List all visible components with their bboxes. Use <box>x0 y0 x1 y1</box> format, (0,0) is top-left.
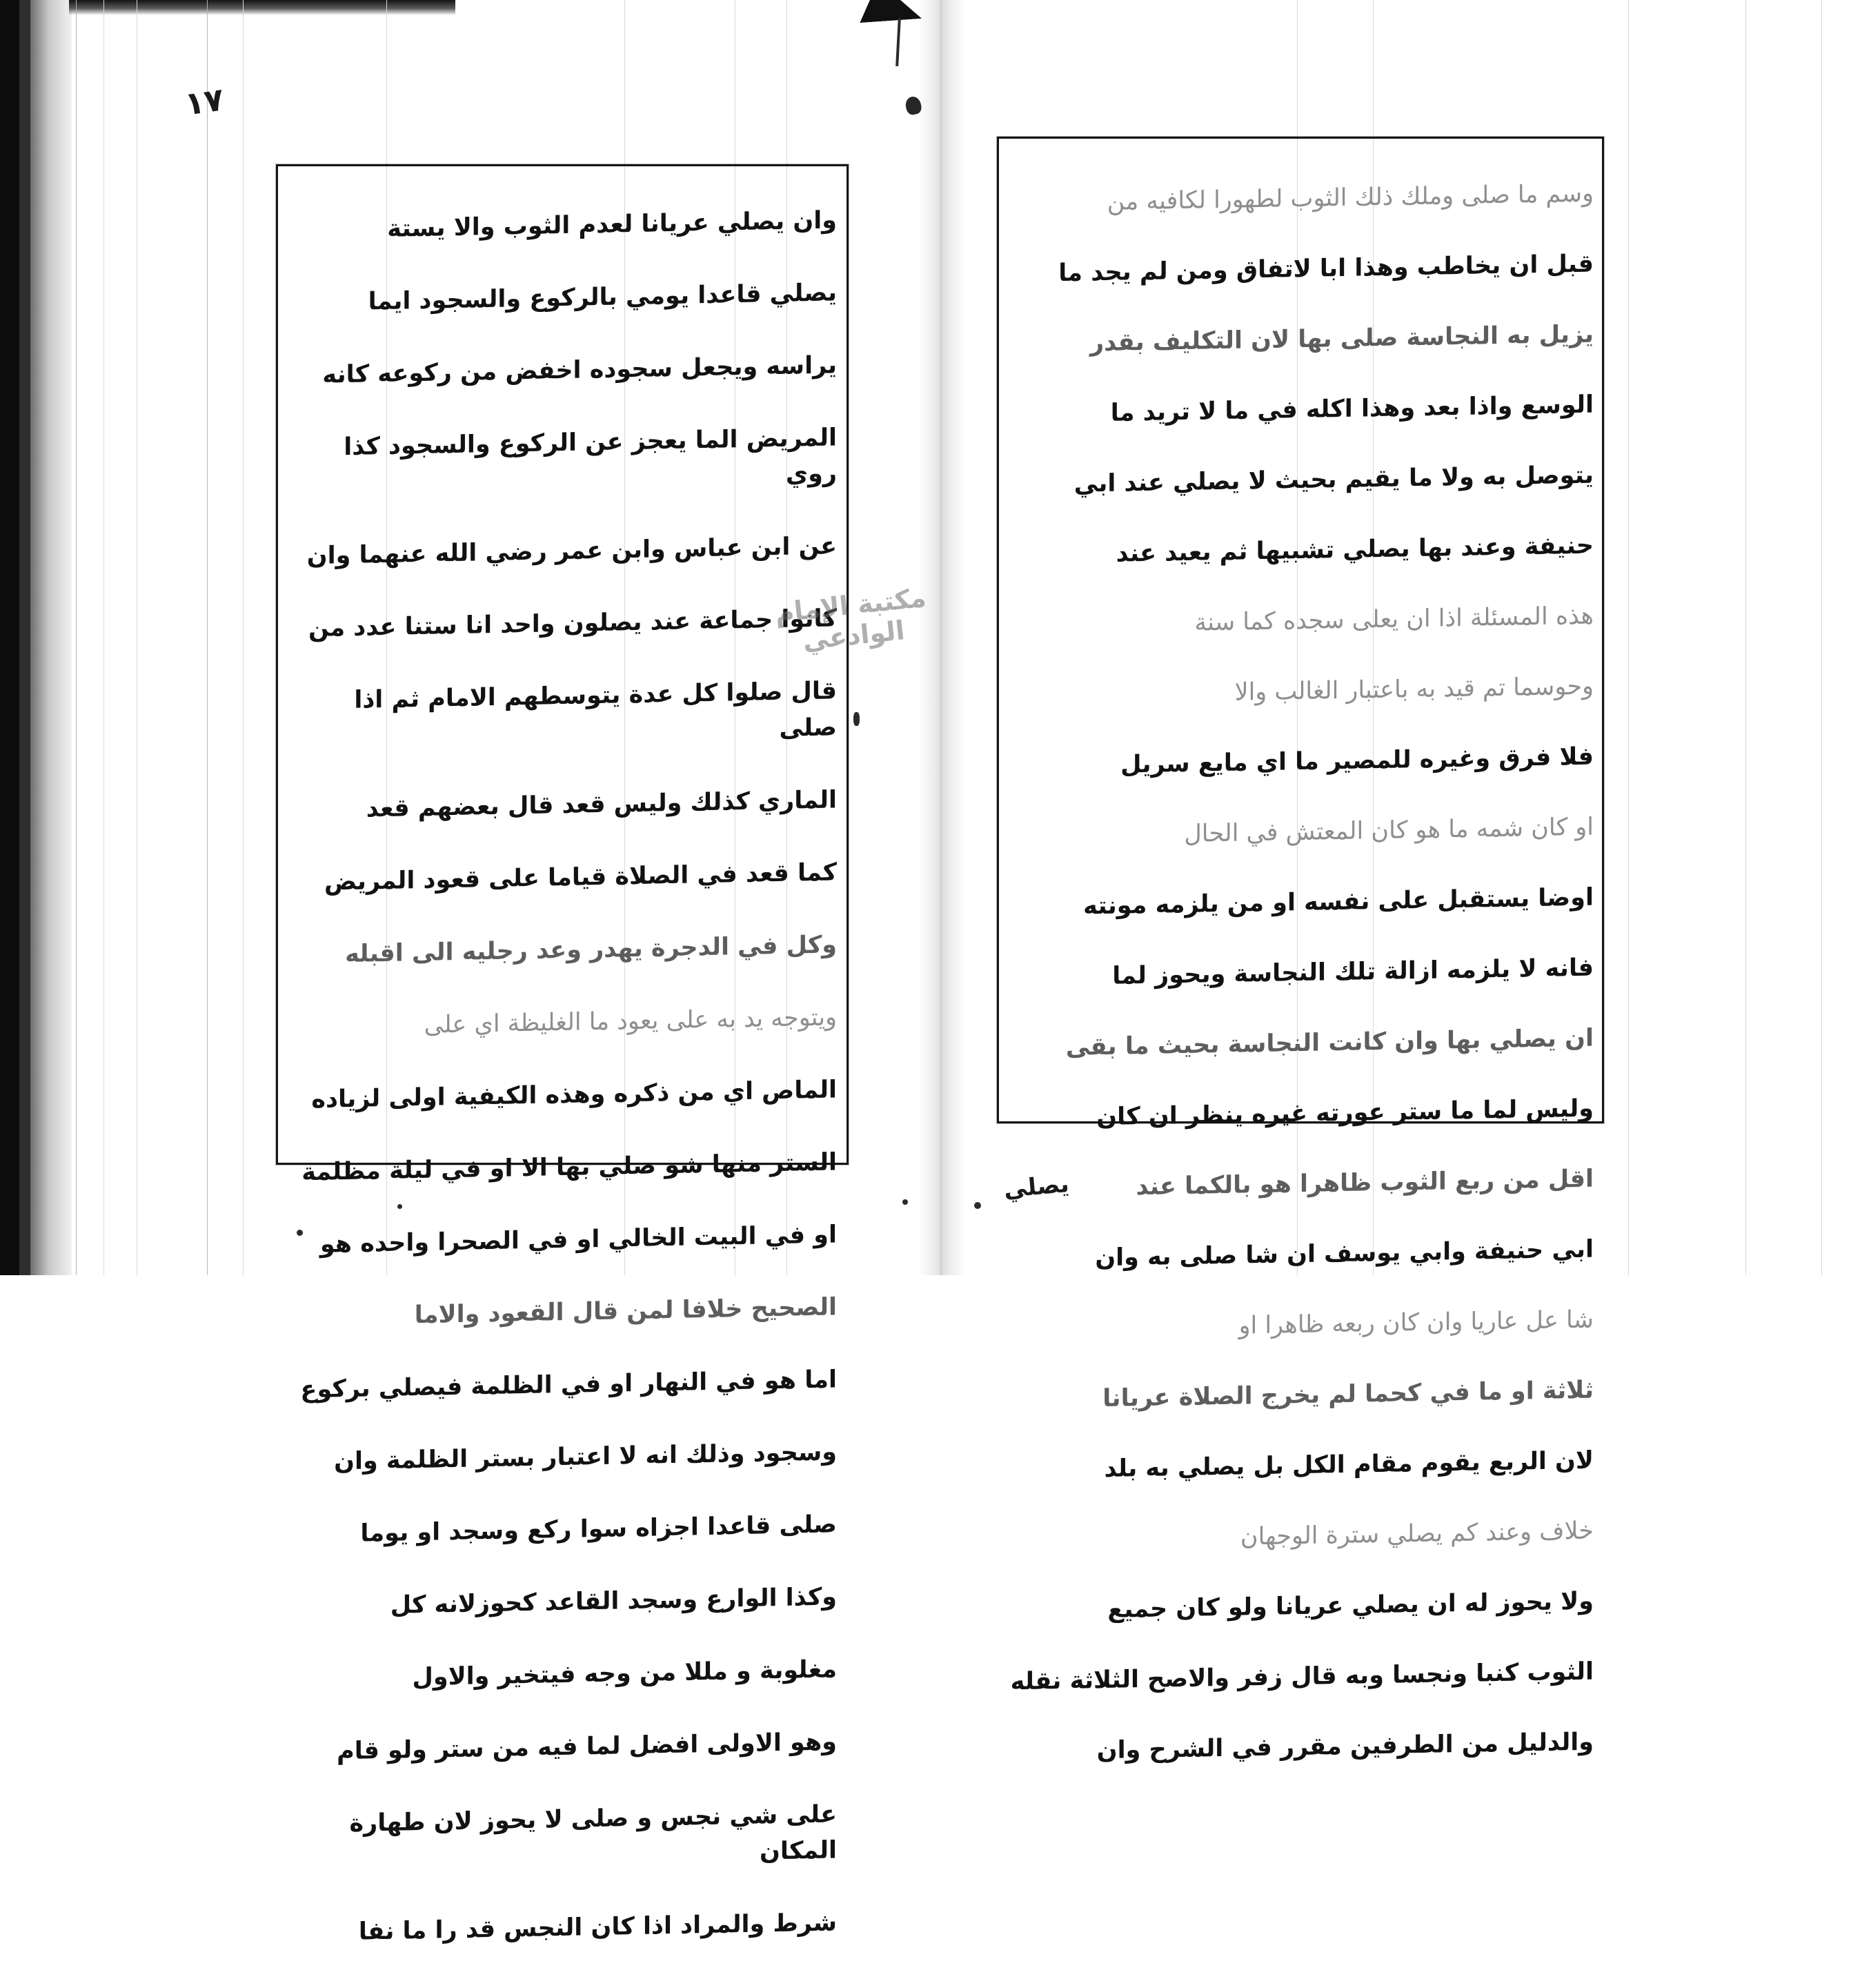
text-line: وحوسما تم قيد به باعتبار الغالب والا <box>1234 672 1594 707</box>
text-line: حنيفة وعند بها يصلي تشبيها ثم يعيد عند <box>1116 531 1594 568</box>
scan-line <box>243 0 244 1275</box>
scan-line <box>103 0 104 1275</box>
right-page-text-block <box>1009 141 1594 1765</box>
text-line: فلا فرق وغيره للمصير ما اي مايع سريل <box>1120 742 1594 779</box>
text-line: لان الربع يقوم مقام الكل بل يصلي به بلد <box>1104 1446 1594 1483</box>
text-line: وهو الاولى افضل لما فيه من ستر ولو قام <box>337 1727 837 1765</box>
library-watermark: مكتبة الإمام الوادعي <box>773 582 928 656</box>
text-line: كانوا جماعة عند يصلون واحد انا ستنا عدد من <box>308 604 837 643</box>
catchword: يصلي <box>1002 1170 1071 1204</box>
text-line: وسجود وذلك انه لا اعتبار بستر الظلمة وان <box>334 1437 837 1475</box>
text-line: عن ابن عباس وابن عمر رضي الله عنهما وان <box>306 532 837 571</box>
text-line: وكذا الوارع وسجد القاعد كحوزلانه كل <box>390 1582 837 1620</box>
text-line: او في البيت الخالي او في الصحرا واحده هو <box>319 1220 837 1259</box>
text-line: قال صلوا كل عدة يتوسطهم الامام ثم اذا صلى <box>354 677 837 742</box>
text-line: اوضا يستقبل على نفسه او من يلزمه مونته <box>1083 883 1594 921</box>
text-line: على شي نجس و صلى لا يحوز لان طهارة المكان <box>349 1800 837 1866</box>
text-line: يتوصل به ولا ما يقيم بحيث لا يصلي عند ابي <box>1073 461 1594 498</box>
text-line: قبل ان يخاطب وهذا ابا لاتفاق ومن لم يجد ما <box>1058 250 1594 288</box>
scan-line <box>1628 0 1629 1275</box>
text-line: كما قعد في الصلاة قياما على قعود المريض <box>324 858 837 896</box>
text-line: الوسع واذا بعد وهذا اكله في ما لا تريد ما <box>1110 391 1594 427</box>
text-line: شا عل عاريا وان كان ربعه ظاهرا او <box>1238 1306 1594 1340</box>
text-line: يزيل به النجاسة صلى بها لان التكليف بقدر <box>1090 320 1594 357</box>
text-line: الثوب كنبا ونجسا وبه قال زفر والاصح الثلاثة نقله <box>1010 1657 1594 1696</box>
text-line: مغلوبة و مللا من وجه فيتخير والاول <box>412 1655 837 1691</box>
text-line: يراسه ويجعل سجوده اخفض من ركوعه كانه <box>322 351 837 389</box>
text-line: ثلاثة او ما في كحما لم يخرج الصلاة عريانا <box>1102 1376 1594 1413</box>
text-line: ان يصلي بها وان كانت النجاسة بحيث ما بقى <box>1065 1024 1594 1061</box>
text-line: هذه المسئلة اذا ان يعلى سجده كما سنة <box>1194 602 1594 637</box>
text-line: اقل من ربع الثوب ظاهرا هو بالكما عند <box>1136 1165 1594 1201</box>
scan-line <box>207 0 208 1275</box>
text-line: الستر منها شو صلي بها الا او في ليلة مظلمة <box>301 1148 837 1186</box>
text-line: وليس لما ما ستر عورته غيره ينظر ان كان <box>1096 1094 1594 1132</box>
text-line: ولا يحوز له ان يصلي عريانا ولو كان جميع <box>1107 1587 1594 1624</box>
text-line: خلاف وعند كم يصلي سترة الوجهان <box>1240 1517 1594 1551</box>
top-edge-smudge <box>69 0 455 15</box>
folio-number: ١٧ <box>182 80 226 123</box>
left-page-text-block <box>288 166 837 1946</box>
text-line: المريض الما يعجز عن الركوع والسجود كذا روي <box>344 423 837 489</box>
text-line: شرط والمراد اذا كان النجس قد را ما نفا <box>358 1909 837 1946</box>
text-line: الصحيح خلافا لمن قال القعود والاما <box>414 1292 837 1329</box>
text-line: وان يصلي عريانا لعدم الثوب والا يستة <box>387 206 837 243</box>
text-line: اما هو في النهار او في الظلمة فيصلي بركوع <box>300 1365 837 1404</box>
text-line: الماص اي من ذكره وهذه الكيفية اولى لزياده <box>311 1075 837 1114</box>
text-line: ويتوجه يد به على يعود ما الغليظة اي على <box>424 1003 837 1039</box>
page-gutter <box>918 0 966 1275</box>
ink-speck <box>853 712 860 726</box>
binding-edge-mid <box>19 0 30 1275</box>
text-line: وسم ما صلى وملك ذلك الثوب لطهورا لكافيه من <box>1107 179 1594 216</box>
text-line: ابي حنيفة وابي يوسف ان شا صلى به وان <box>1095 1235 1594 1272</box>
binding-edge-dark <box>0 0 19 1275</box>
scan-line <box>76 0 77 1275</box>
ink-speck <box>902 1199 908 1205</box>
binding-edge-gradient <box>30 0 72 1275</box>
text-line: وكل في الدجرة يهدر وعد رجليه الى اقبله <box>345 930 837 968</box>
text-line: فانه لا يلزمه ازالة تلك النجاسة ويحوز لما <box>1112 954 1594 990</box>
scan-line <box>1745 0 1746 1275</box>
text-line: الماري كذلك وليس قعد قال بعضهم قعد <box>366 785 837 823</box>
page-gutter-fold <box>940 0 942 1275</box>
text-line: يصلي قاعدا يومي بالركوع والسجود ايما <box>368 278 837 315</box>
text-line: صلى قاعدا اجزاه سوا ركع وسجد او يوما <box>360 1510 837 1548</box>
ink-speck <box>974 1202 981 1209</box>
scan-line <box>1821 0 1822 1275</box>
text-line: والدليل من الطرفين مقرر في الشرح وان <box>1096 1728 1594 1765</box>
text-line: او كان شمه ما هو كان المعتش في الحال <box>1184 813 1594 848</box>
